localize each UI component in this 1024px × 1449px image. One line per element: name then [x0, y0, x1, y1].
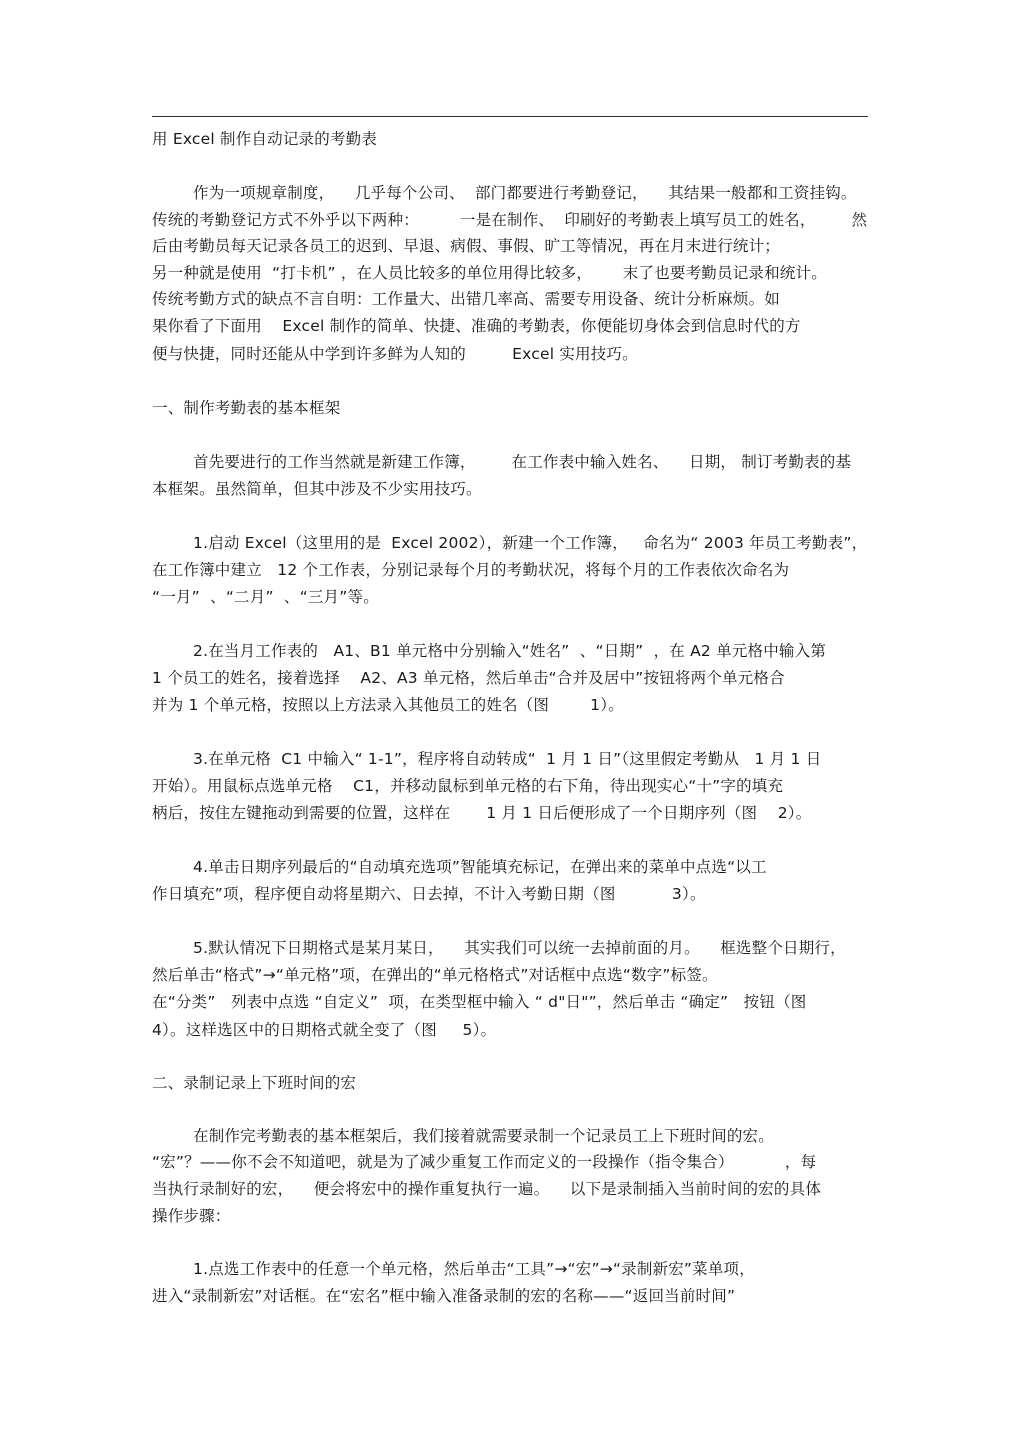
section1-step3-line: 3.在单元格 C1 中输入“ 1-1”，程序将自动转成“ 1 月 1 日”（这里假定考勤从 1 月 1 日 [152, 750, 822, 768]
section1-intro-line: 本框架。虽然简单，但其中涉及不少实用技巧。 [152, 480, 482, 498]
section2-step1-line: 1.点选工作表中的任意一个单元格，然后单击“工具”→“宏”→“录制新宏”菜单项， [152, 1260, 755, 1278]
top-rule [152, 116, 868, 117]
intro-line: 作为一项规章制度， 几乎每个公司、 部门都要进行考勤登记， 其结果一般都和工资挂钩。 [152, 184, 857, 202]
section2-intro-line: 当执行录制好的宏， 便会将宏中的操作重复执行一遍。 以下是录制插入当前时间的宏的具体 [152, 1180, 822, 1198]
section1-step3-line: 开始）。用鼠标点选单元格 C1，并移动鼠标到单元格的右下角，待出现实心“十”字的填充 [152, 777, 784, 795]
section1-step5-line: 4）。这样选区中的日期格式就全变了（图 5）。 [152, 1021, 497, 1039]
intro-line: 另一种就是使用 “打卡机” ，在人员比较多的单位用得比较多， 末了也要考勤员记录和统计。 [152, 264, 827, 282]
intro-line: 果你看了下面用 Excel 制作的简单、快捷、准确的考勤表，你便能切身体会到信息时代的方 [152, 317, 801, 335]
section1-heading: 一、制作考勤表的基本框架 [152, 399, 341, 417]
section1-step4-line: 4.单击日期序列最后的“自动填充选项”智能填充标记，在弹出来的菜单中点选“以工 [152, 858, 767, 876]
section1-step5-line: 5.默认情况下日期格式是某月某日， 其实我们可以统一去掉前面的月。 框选整个日期行， [152, 939, 846, 957]
intro-line: 传统考勤方式的缺点不言自明：工作量大、出错几率高、需要专用设备、统计分析麻烦。如 [152, 290, 781, 308]
section1-step1-line: 在工作簿中建立 12 个工作表，分别记录每个月的考勤状况，将每个月的工作表依次命名为 [152, 561, 790, 579]
document-title: 用 Excel 制作自动记录的考勤表 [152, 130, 378, 148]
section1-step4-line: 作日填充”项，程序便自动将星期六、日去掉，不计入考勤日期（图 3）。 [152, 885, 706, 903]
section1-step5-line: 在“分类” 列表中点选 “自定义” 项，在类型框中输入 “ d"日"”，然后单击 “确定” 按钮（图 [152, 993, 807, 1011]
section1-step1-line: “一月” 、“二月” 、“三月”等。 [152, 588, 379, 606]
intro-line: 后由考勤员每天记录各员工的迟到、早退、病假、事假、旷工等情况，再在月末进行统计； [152, 237, 781, 255]
section2-intro-line: 操作步骤： [152, 1207, 231, 1225]
section2-intro-line: “宏”？——你不会不知道吧，就是为了减少重复工作而定义的一段操作（指令集合） ，每 [152, 1153, 817, 1171]
section1-step5-line: 然后单击“格式”→“单元格”项，在弹出的“单元格格式”对话框中点选“数字”标签。 [152, 966, 718, 984]
intro-line: 传统的考勤登记方式不外乎以下两种： 一是在制作、 印刷好的考勤表上填写员工的姓名， 然 [152, 211, 868, 229]
section1-step1-line: 1.启动 Excel（这里用的是 Excel 2002），新建一个工作簿， 命名为“ 2003 年员工考勤表”， [152, 534, 868, 552]
intro-line: 便与快捷，同时还能从中学到许多鲜为人知的 Excel 实用技巧。 [152, 345, 638, 363]
section2-step1-line: 进入“录制新宏”对话框。在“宏名”框中输入准备录制的宏的名称——“返回当前时间” [152, 1287, 736, 1305]
section1-step2-line: 并为 1 个单元格，按照以上方法录入其他员工的姓名（图 1）。 [152, 696, 624, 714]
section2-heading: 二、录制记录上下班时间的宏 [152, 1074, 357, 1092]
section1-step2-line: 1 个员工的姓名，接着选择 A2、A3 单元格，然后单击“合并及居中”按钮将两个单元格合 [152, 669, 785, 687]
section1-step2-line: 2.在当月工作表的 A1、B1 单元格中分别输入“姓名” 、“日期” ，在 A2 单元格中输入第 [152, 642, 827, 660]
section1-intro-line: 首先要进行的工作当然就是新建工作簿， 在工作表中输入姓名、 日期， 制订考勤表的基 [152, 453, 852, 471]
section2-intro-line: 在制作完考勤表的基本框架后，我们接着就需要录制一个记录员工上下班时间的宏。 [152, 1127, 774, 1145]
section1-step3-line: 柄后，按住左键拖动到需要的位置，这样在 1 月 1 日后便形成了一个日期序列（图 2）。 [152, 804, 812, 822]
